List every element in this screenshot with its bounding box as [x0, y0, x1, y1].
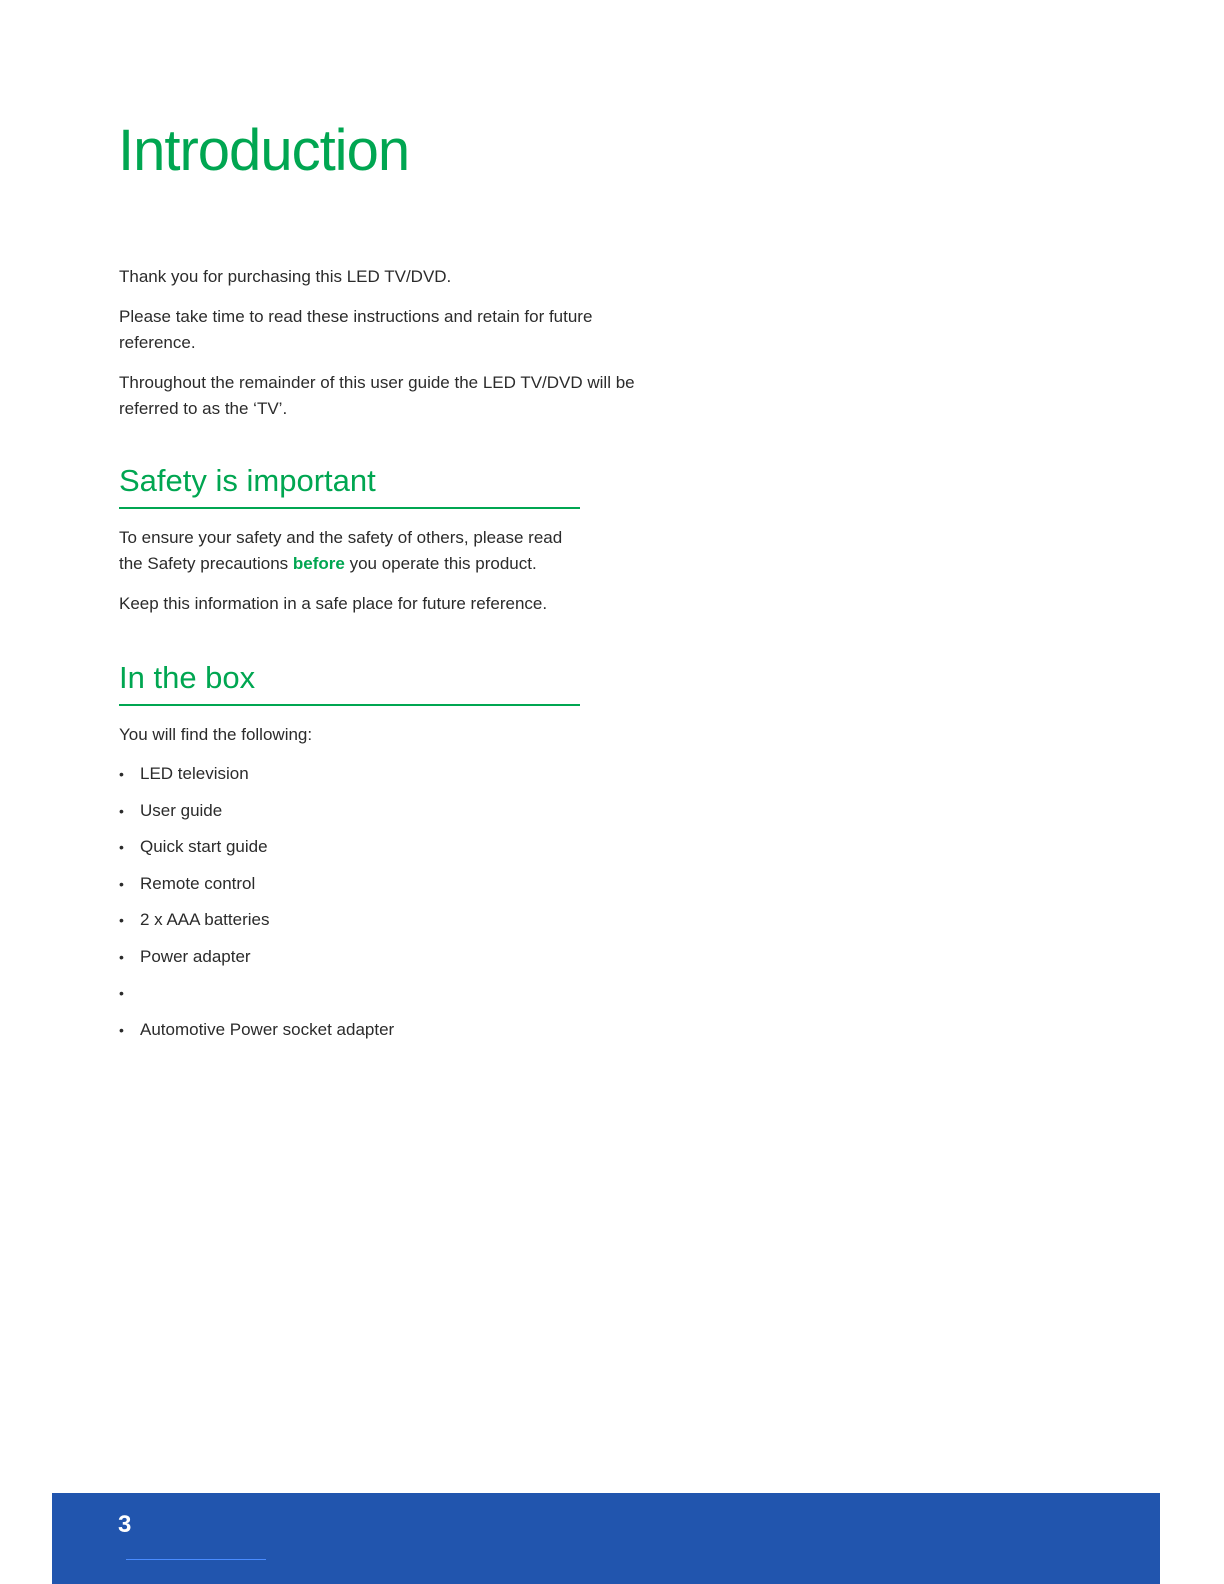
safety-paragraph-keep-info: Keep this information in a safe place for future reference.: [119, 594, 548, 614]
bullet-icon: •: [119, 948, 124, 965]
bullet-icon: •: [119, 766, 124, 783]
in-the-box-body: [119, 706, 580, 1042]
list-item: [119, 835, 580, 859]
safety-section: [119, 462, 580, 631]
bullet-icon: •: [119, 912, 124, 929]
safety-text-start: To ensure your safety and the safety of others, please read the Safety precautions: [119, 528, 563, 574]
bullet-icon: •: [119, 875, 124, 892]
intro-paragraph-thanks: Thank you for purchasing this LED TV/DVD.: [119, 267, 452, 286]
safety-paragraph-precautions: [119, 525, 580, 577]
list-item-label: Automotive Power socket adapter: [140, 1019, 395, 1039]
in-the-box-list: [119, 762, 580, 1042]
footer-bar: [52, 1493, 1160, 1584]
list-item: [119, 762, 580, 786]
bullet-icon: •: [119, 802, 124, 819]
safety-text-end: you operate this product.: [344, 554, 537, 574]
safety-heading: Safety is important: [119, 462, 580, 509]
list-item-label: 2 x AAA batteries: [140, 910, 270, 930]
in-the-box-heading: In the box: [119, 659, 580, 706]
list-item-label: Power adapter: [140, 946, 251, 966]
in-the-box-intro: You will find the following:: [119, 725, 313, 745]
list-item: [119, 981, 580, 1005]
bullet-icon: •: [119, 985, 124, 1002]
list-item: [119, 872, 580, 896]
list-item: [119, 908, 580, 932]
list-item-label: Quick start guide: [140, 837, 268, 857]
intro-paragraph-read-instructions: Please take time to read these instructions and retain for future reference.: [119, 307, 593, 352]
intro-paragraph-naming: Throughout the remainder of this user guide the LED TV/DVD will be referred to as the ‘TV’.: [119, 373, 635, 418]
in-the-box-section: [119, 659, 580, 1054]
page-number: 3: [118, 1511, 132, 1538]
list-item: [119, 945, 580, 969]
bullet-icon: •: [119, 1021, 124, 1038]
footer-underline: [126, 1559, 266, 1560]
bullet-icon: •: [119, 839, 124, 856]
list-item-label: Remote control: [140, 873, 256, 893]
list-item-label: LED television: [140, 764, 249, 784]
page-title: Introduction: [118, 118, 410, 183]
intro-section: [119, 264, 639, 436]
list-item: [119, 799, 580, 823]
safety-emphasis-before: before: [292, 554, 345, 574]
list-item-label: User guide: [140, 800, 223, 820]
list-item: [119, 1018, 580, 1042]
safety-body: [119, 509, 580, 617]
